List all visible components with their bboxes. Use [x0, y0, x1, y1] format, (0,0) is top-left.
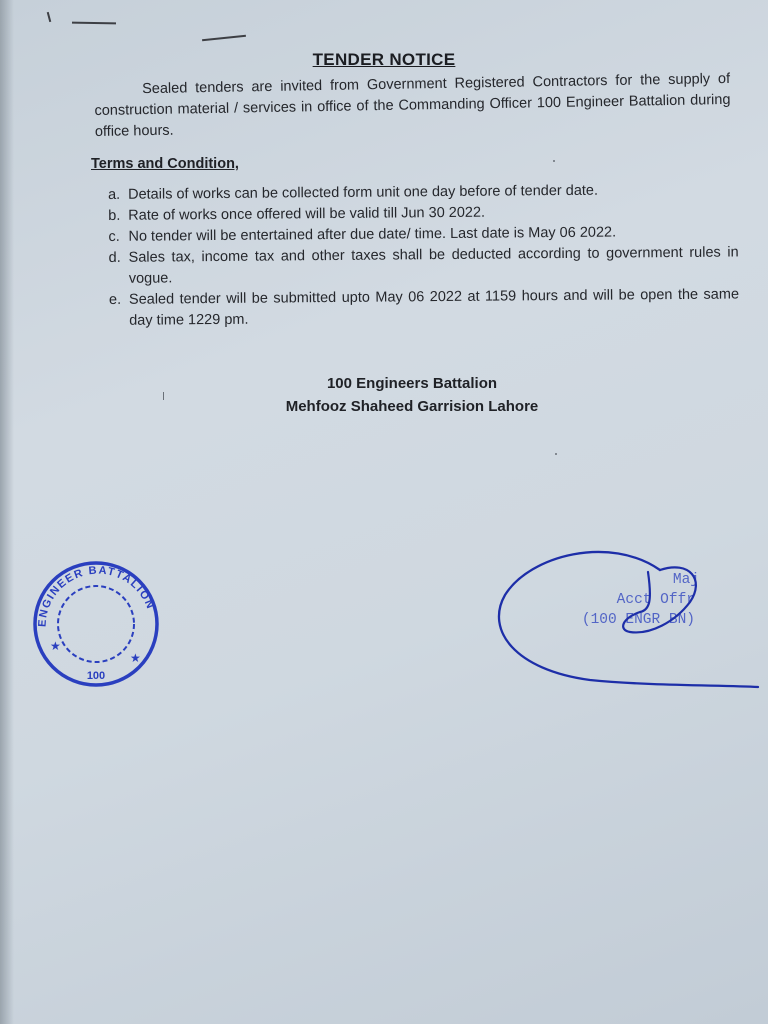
term-text: Rate of works once offered will be valid till Jun 30 2022. [128, 204, 486, 224]
list-marker: e. [108, 291, 122, 308]
term-text: Details of works can be collected form unit one day before of tender date. [128, 182, 599, 203]
staple-mark [47, 12, 52, 22]
term-text: No tender will be entertained after due date/ time. Last date is May 06 2022. [128, 224, 617, 245]
list-item [103, 284, 739, 332]
paper-speck [163, 392, 164, 400]
terms-heading: Terms and Condition, [91, 156, 239, 172]
officer-designation: Acct Offr [616, 592, 695, 608]
term-text: Sales tax, income tax and other taxes shall be deducted according to government rules in vogue. [128, 244, 739, 287]
star-icon: ★ [130, 651, 141, 665]
title-text: TENDER NOTICE [312, 50, 456, 69]
intro-paragraph: Sealed tenders are invited from Government Registered Contractors for the supply of construction material / services in office of the Commanding Officer 100 Engineer Battalion during office hours. [94, 70, 731, 140]
list-marker: b. [108, 207, 121, 224]
handwritten-signature [490, 540, 760, 700]
signatory-unit: 100 Engineers Battalion [326, 375, 498, 392]
list-marker: c. [108, 228, 120, 245]
stamp-arc-text: ENGINEER BATTALION [36, 564, 157, 628]
signatory-block [0, 372, 768, 418]
staple-mark [72, 22, 116, 25]
terms-list [102, 179, 739, 332]
list-marker: d. [108, 249, 121, 266]
stamp-number: 100 [86, 670, 106, 682]
officer-rank: Maj [672, 572, 699, 588]
signatory-location: Mehfooz Shaheed Garrision Lahore [285, 398, 539, 415]
list-item [103, 242, 739, 290]
star-icon: ★ [50, 639, 61, 653]
paper-speck [555, 453, 557, 455]
page-title [0, 50, 768, 70]
paper-edge-shadow [0, 0, 14, 1024]
staple-mark [202, 35, 246, 42]
term-text: Sealed tender will be submitted upto May 06 2022 at 1159 hours and will be open the same day time 1229 pm. [128, 286, 740, 329]
officer-unit: (100 ENGR BN) [581, 612, 695, 628]
paper-speck [553, 160, 555, 162]
battalion-round-stamp [30, 558, 162, 690]
list-marker: a. [108, 186, 121, 203]
svg-text:ENGINEER BATTALION [36, 564, 156, 627]
